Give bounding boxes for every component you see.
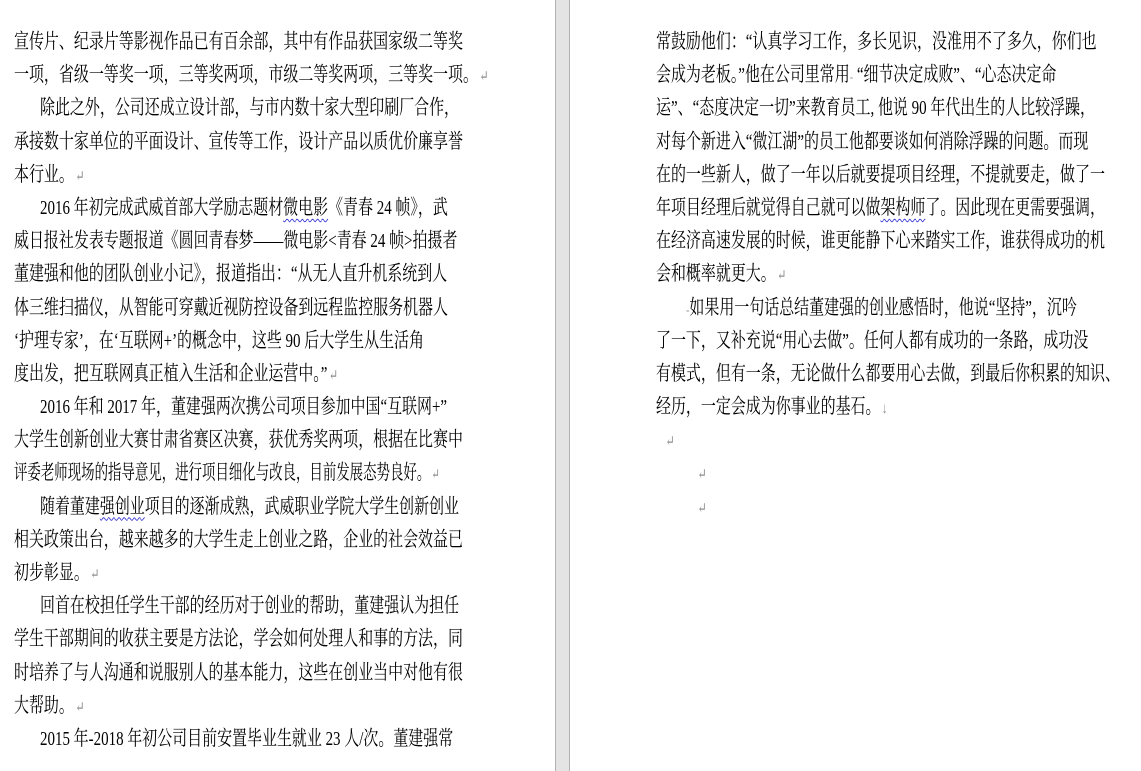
text-line[interactable] xyxy=(14,657,464,690)
text-run: 威日报社发表专题报道《圆回青春梦——微电影<青春 24 帧>拍摄者 xyxy=(14,230,458,253)
text-run: 了一下，又补充说“用心去做”。任何人都有成功的一条路，成功没 xyxy=(656,329,1089,352)
spellcheck-flagged-text: 强创业 xyxy=(99,495,145,518)
spellcheck-flagged-text: 架构师 xyxy=(880,196,926,219)
text-run: 宣传片、纪录片等影视作品已有百余部，其中有作品获国家级二等奖 xyxy=(14,31,463,53)
text-run: 随着董建 xyxy=(40,495,100,518)
text-run: ‘护理专家’，在‘互联网+’的概念中，这些 90 后大学生从生活角 xyxy=(14,329,424,352)
text-line-content xyxy=(656,192,1105,225)
text-line[interactable] xyxy=(14,325,464,358)
text-line[interactable] xyxy=(656,424,1114,457)
text-line-content xyxy=(14,126,463,159)
text-line[interactable] xyxy=(14,192,464,225)
text-line[interactable] xyxy=(14,225,464,258)
text-line-content xyxy=(696,457,707,492)
paragraph-mark-icon: ↵ xyxy=(90,567,100,583)
text-line[interactable] xyxy=(14,126,464,159)
text-line-content xyxy=(14,26,463,59)
text-line-content xyxy=(14,258,447,291)
text-line-content xyxy=(14,690,85,725)
text-line[interactable] xyxy=(656,26,1114,59)
paragraph-mark-icon: ↵ xyxy=(479,69,489,86)
text-line[interactable] xyxy=(14,159,464,192)
text-line[interactable] xyxy=(656,292,1114,325)
text-line-content xyxy=(14,325,424,358)
text-run: 董建强和他的团队创业小记》，报道指出：“从无人直升机系统到人 xyxy=(14,263,448,286)
text-line[interactable] xyxy=(14,690,464,723)
text-line[interactable] xyxy=(656,92,1114,125)
text-run: “细节决定成败”、“心态决定命 xyxy=(853,64,1057,87)
text-line[interactable] xyxy=(14,723,464,756)
text-line[interactable] xyxy=(14,590,464,623)
text-line[interactable] xyxy=(656,192,1114,225)
text-line[interactable] xyxy=(14,557,464,590)
text-line[interactable] xyxy=(656,457,1114,490)
text-line-content xyxy=(656,325,1088,358)
text-line[interactable] xyxy=(656,225,1114,258)
text-line-content xyxy=(14,623,463,656)
text-line[interactable] xyxy=(656,59,1114,92)
text-line[interactable] xyxy=(656,325,1114,358)
text-line-content xyxy=(14,292,448,325)
soft-hyphen-formatting-mark: - xyxy=(849,70,854,86)
text-line[interactable] xyxy=(14,424,464,457)
text-run: 在经济高速发展的时候，谁更能静下心来踏实工作，谁获得成功的机 xyxy=(656,230,1105,253)
text-run: 常鼓励他们：“认真学习工作，多长见识，没准用不了多久，你们也 xyxy=(656,31,1097,53)
spellcheck-flagged-text: 微电影 xyxy=(283,196,329,219)
text-line[interactable] xyxy=(14,524,464,557)
text-line[interactable] xyxy=(14,292,464,325)
text-run: 会成为老板。”他在公司里常用 xyxy=(656,64,850,87)
text-run: 2015 年-2018 年初公司目前安置毕业生就业 23 人/次。董建强常 xyxy=(40,727,454,750)
text-run: 了。因此现在更需要强调， xyxy=(925,196,1105,219)
text-line-content xyxy=(656,358,1120,391)
text-run: 回首在校担任学生干部的经历对于创业的帮助，董建强认为担任 xyxy=(40,595,460,618)
page-gap-divider xyxy=(555,0,570,771)
text-line[interactable] xyxy=(656,491,1114,524)
text-line-content xyxy=(40,192,448,225)
text-line-content xyxy=(664,424,675,459)
text-line[interactable] xyxy=(14,457,464,490)
text-run: 会和概率就更大。 xyxy=(656,263,776,286)
text-line-content xyxy=(656,258,786,293)
text-run: 《青春 24 帧》，武 xyxy=(328,196,448,219)
text-line-content xyxy=(696,491,707,526)
text-run: 大学生创新创业大赛甘肃省赛区决赛，获优秀奖两项，根据在比赛中 xyxy=(14,429,463,452)
text-run: 相关政策出台，越来越多的大学生走上创业之路，企业的社会效益已 xyxy=(14,528,463,551)
text-run: 年项目经理后就觉得自己就可以做 xyxy=(656,196,881,219)
text-run: 初步彰显。 xyxy=(14,562,89,584)
text-line-content xyxy=(656,159,1105,192)
line-break-mark-icon: ↓ xyxy=(881,401,888,418)
text-run: 学生干部期间的收获主要是方法论，学会如何处理人和事的方法，同 xyxy=(14,628,463,651)
text-line[interactable] xyxy=(656,126,1114,159)
paragraph-mark-icon: ↵ xyxy=(431,467,440,484)
text-line[interactable] xyxy=(656,258,1114,291)
text-line-content xyxy=(656,391,887,426)
text-line[interactable] xyxy=(14,623,464,656)
text-run: 如果用一句话总结董建强的创业感悟时，他说“坚持”，沉吟 xyxy=(689,296,1077,319)
text-run: 大帮助。 xyxy=(14,694,74,717)
text-line-content xyxy=(14,657,463,690)
text-line-content xyxy=(656,126,1088,159)
soft-hyphen-formatting-mark: - xyxy=(686,302,690,318)
text-line-content xyxy=(40,723,453,756)
text-run: 在的一些新人，做了一年以后就要提项目经理，不提就要走，做了一 xyxy=(656,163,1105,186)
text-run: 对每个新进入“微江湖”的员工他都要谈如何消除浮躁的问题。而现 xyxy=(656,130,1089,153)
text-line[interactable] xyxy=(14,491,464,524)
text-run: 2016 年和 2017 年，董建强两次携公司项目参加中国“互联网+” xyxy=(40,396,448,419)
text-run: 有模式，但有一条，无论做什么都要用心去做，到最后你积累的知识、 xyxy=(656,362,1120,385)
text-run: 评委老师现场的指导意见，进行项目细化与改良，目前发展态势良好。 xyxy=(14,462,431,485)
text-run: 一项，省级一等奖一项，三等奖两项，市级二等奖两项，三等奖一项。 xyxy=(14,64,478,87)
text-line[interactable] xyxy=(14,59,489,92)
page-right[interactable] xyxy=(656,26,1120,524)
text-run: 经历，一定会成为你事业的基石。 xyxy=(656,396,881,419)
text-line-content xyxy=(14,225,457,258)
text-line[interactable] xyxy=(656,391,1114,424)
text-run: 2016 年初完成武威首部大学励志题材 xyxy=(40,196,284,219)
text-line[interactable] xyxy=(14,258,464,291)
text-line-content xyxy=(656,225,1105,258)
text-line-content xyxy=(14,159,85,194)
text-line[interactable] xyxy=(14,391,464,424)
text-line[interactable] xyxy=(14,358,464,391)
text-line-content xyxy=(686,292,1077,327)
paragraph-mark-icon: ↵ xyxy=(328,367,339,384)
text-line-content xyxy=(14,424,463,457)
text-line-content xyxy=(40,391,447,424)
text-line-content xyxy=(14,457,440,492)
text-line-content xyxy=(656,26,1097,59)
paragraph-mark-icon: ↵ xyxy=(75,699,85,716)
text-line-content xyxy=(14,557,99,592)
text-run: 体三维扫描仪，从智能可穿戴近视防控设备到远程监控服务机器人 xyxy=(14,296,448,319)
text-run: 运”、“态度决定一切”来教育员工, 他说 90 年代出生的人比较浮躁， xyxy=(656,97,1095,120)
text-run: 承接数十家单位的平面设计、宣传等工作，设计产品以质优价廉享誉 xyxy=(14,130,463,153)
text-run: 本行业。 xyxy=(14,163,74,186)
text-run: 度出发，把互联网真正植入生活和企业运营中。” xyxy=(14,362,328,385)
page-left[interactable] xyxy=(14,26,489,756)
paragraph-mark-icon: ↵ xyxy=(75,168,85,185)
text-line-content xyxy=(40,491,459,524)
paragraph-mark-icon: ↵ xyxy=(777,268,787,285)
text-line-content xyxy=(40,590,459,623)
text-run: 除此之外，公司还成立设计部，与市内数十家大型印刷厂合作， xyxy=(40,97,460,120)
text-line[interactable] xyxy=(14,92,464,125)
paragraph-mark-icon: ↵ xyxy=(697,500,707,517)
text-line-content xyxy=(14,59,489,94)
text-line[interactable] xyxy=(656,358,1120,391)
text-line-content xyxy=(656,59,1056,94)
text-line-content xyxy=(14,524,463,557)
text-run: 项目的逐渐成熟，武威职业学院大学生创新创业 xyxy=(144,495,460,518)
text-line-content xyxy=(656,92,1095,125)
text-line-content xyxy=(40,92,459,125)
paragraph-mark-icon: ↵ xyxy=(697,467,707,484)
paragraph-mark-icon: ↵ xyxy=(665,434,675,451)
text-line[interactable] xyxy=(656,159,1114,192)
text-line[interactable] xyxy=(14,26,464,59)
text-line-content xyxy=(14,358,338,393)
text-run: 时培养了与人沟通和说服别人的基本能力，这些在创业当中对他有很 xyxy=(14,661,463,684)
